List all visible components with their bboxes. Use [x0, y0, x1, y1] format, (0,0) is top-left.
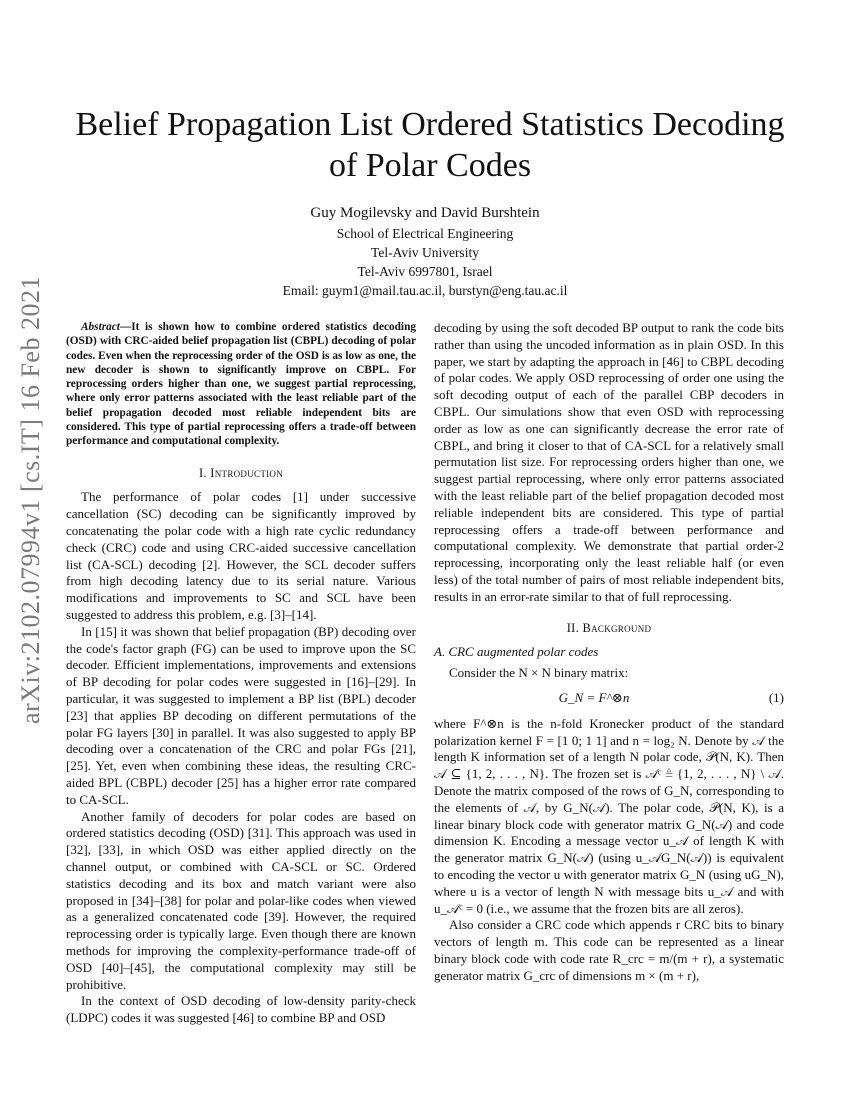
abstract-label: Abstract	[81, 321, 120, 333]
affiliation-line: Tel-Aviv University	[371, 245, 479, 260]
intro-paragraph: The performance of polar codes [1] under successive cancellation (SC) decoding can be significantly improved by concatenating the polar code with a high rate cyclic redundancy check (CRC) code and using CRC-aided successive cancellation list (CA-SCL) decoding [2]. However, the SCL decoder suffers from high decoding latency due to its serial nature. Various modifications and improvements to SC and SCL have been suggested to address this problem, e.g. [3]–[14].	[66, 489, 416, 623]
affiliation-line: School of Electrical Engineering	[336, 226, 514, 241]
arxiv-id-text: arXiv:2102.07994v1 [cs.IT] 16 Feb 2021	[16, 276, 45, 724]
right-column	[434, 320, 784, 984]
affiliation-line: Tel-Aviv 6997801, Israel	[357, 264, 493, 279]
background-paragraph: Also consider a CRC code which appends r CRC bits to binary vectors of length m. This code can be represented as a linear binary block code with code rate R_crc = m/(m + r), a systematic generator matrix G_crc of dimensions m × (m + r),	[434, 917, 784, 983]
intro-paragraph: In the context of OSD decoding of low-density parity-check (LDPC) codes it was suggested [46] to combine BP and OSD	[66, 993, 416, 1026]
intro-paragraph: In [15] it was shown that belief propagation (BP) decoding over the code's factor graph (FG) can be used to improve upon the SC decoder. Efficient implementations, improvements and extensions of BP decoding for polar codes were suggested in [16]–[29]. In particular, it was suggested to implement a BP list (BPL) decoder [23] that applies BP decoding on different permutations of the polar FG layers [30] in parallel. It was also suggested to apply BP decoding over a concatenation of the CRC and polar FGs [21], [25]. Yet, even when combining these ideas, the resulting CRC-aided BPL (CBPL) decoder [25] has a higher error rate compared to CA-SCL.	[66, 623, 416, 807]
author-block	[200, 204, 650, 300]
equation-body: G_N = F^⊗n	[558, 689, 630, 705]
equation-number: (1)	[768, 689, 784, 705]
background-paragraph: where F^⊗n is the n-fold Kronecker product of the standard polarization kernel F = [1 0; 1 1] and n = log₂ N. Denote by 𝒜 the length K information set of a length N polar code, 𝒫(N, K). Then 𝒜 ⊆ {1, 2, . . . , N}. The frozen set is 𝒜ᶜ ≜ {1, 2, . . . , N} \ 𝒜. Denote the matrix composed of the rows of G_N, corresponding to the elements of 𝒜, by G_N(𝒜). The polar code, 𝒫(N, K), is a linear binary block code with generator matrix G_N(𝒜) and code dimension K. Encoding a message vector u_𝒜 of length K with the generator matrix G_N(𝒜) (using u_𝒜G_N(𝒜)) is equivalent to encoding the vector u with generator matrix G_N (using uG_N), where u is a vector of length N with message bits u_𝒜 and with u_𝒜ᶜ = 0 (i.e., we assume that the frozen bits are all zeros).	[434, 715, 784, 916]
intro-paragraph: Another family of decoders for polar codes are based on ordered statistics decoding (OSD) [31]. This approach was used in [32], [33], in which OSD was either applied directly on the channel output, or combined with CA-SCL or SC. Ordered statistics decoding and its box and match variant were also proposed in [34]–[38] for polar and polar-like codes when viewed as a generalized concatenated code [39]. However, the required reprocessing order is typically large. Even though there are known methods for improving the complexity-performance trade-off of OSD [40]–[45], the computational complexity may still be prohibitive.	[66, 808, 416, 992]
abstract	[66, 320, 416, 449]
equation-1	[434, 690, 784, 707]
abstract-text: —It is shown how to combine ordered statistics decoding (OSD) with CRC-aided belief propagation list (CBPL) decoding of polar codes. Even when the reprocessing order of the OSD is as low as one, the new decoder is shown to significantly improve on CBPL. For reprocessing orders higher than one, we suggest partial reprocessing, where only error patterns associated with the least reliable part of the belief propagation decoded most reliable independent bits are considered. This type of partial reprocessing offers a trade-off between performance and computational complexity.	[66, 321, 416, 448]
section-heading-introduction: I. Introduction	[198, 465, 284, 480]
left-column	[66, 320, 416, 1027]
subsection-heading: A. CRC augmented polar codes	[434, 644, 599, 660]
author-names: Guy Mogilevsky and David Burshtein	[310, 205, 540, 221]
background-intro: Consider the N × N binary matrix:	[449, 665, 629, 681]
paper-title: Belief Propagation List Ordered Statistics Decoding of Polar Codes	[75, 106, 785, 184]
intro-continuation: decoding by using the soft decoded BP output to rank the code bits rather than using the uncoded information as in plain OSD. In this paper, we start by adapting the approach in [46] to CBPL decoding of polar codes. We apply OSD reprocessing of order one using the soft decoding output of each of the parallel CBP decoders in CBPL. Our simulations show that even OSD with reprocessing order as low as one can significantly decrease the error rate of CBPL, and bring it closer to that of CA-SCL for a relatively small permutation list size. For reprocessing orders higher than one, we suggest partial reprocessing, where only error patterns associated with the least reliable part of the belief propagation decoded most reliable independent bits are considered. This type of partial reprocessing offers a trade-off between performance and computational complexity. We demonstrate that partial order-2 reprocessing, incorporating only the least reliable half (or even less) of the total number of pairs of most reliable independent bits, results in an error-rate similar to that of full reprocessing.	[434, 320, 784, 604]
section-heading-background: II. Background	[566, 620, 652, 635]
arxiv-side-identifier	[8, 276, 54, 724]
email-line: Email: guym1@mail.tau.ac.il, burstyn@eng.tau.ac.il	[282, 283, 568, 298]
